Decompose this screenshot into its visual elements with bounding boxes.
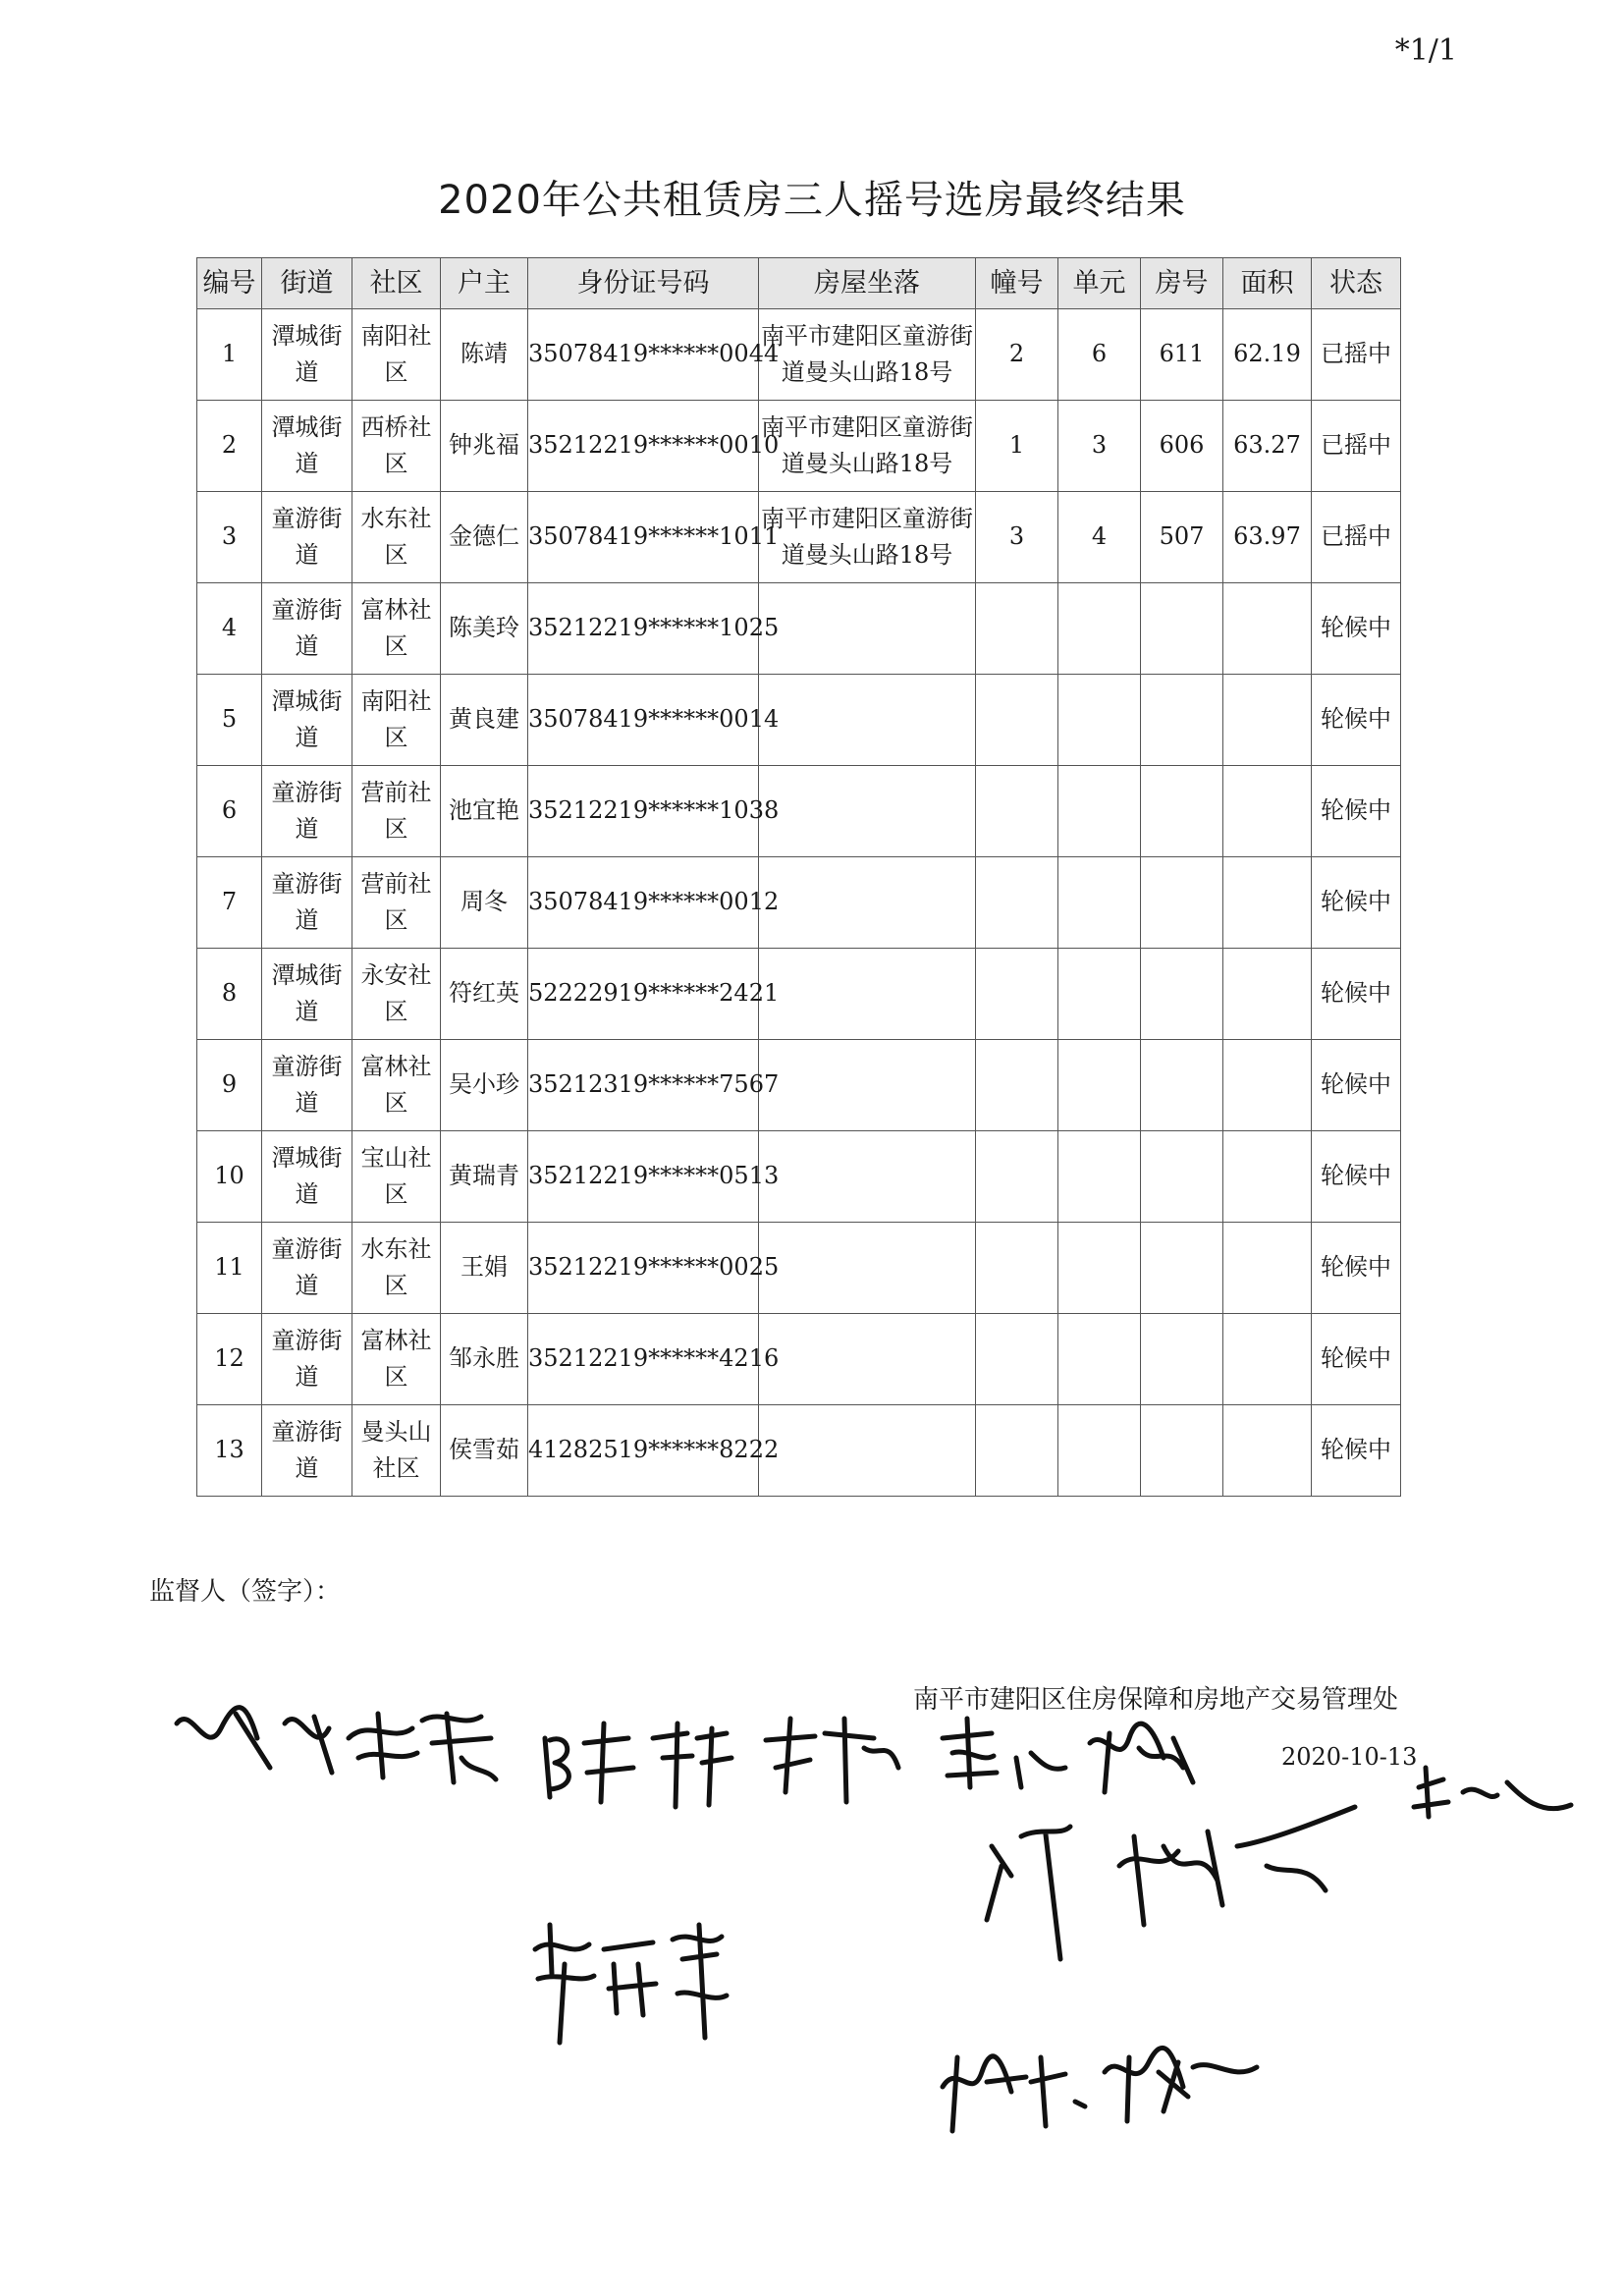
householder-cell: 符红英	[441, 949, 528, 1040]
householder-cell: 金德仁	[441, 492, 528, 583]
street-cell: 潭城街道	[262, 309, 352, 401]
header-cell: 状态	[1312, 258, 1401, 309]
street-cell: 童游街道	[262, 1223, 352, 1314]
signature-scribble	[1090, 1723, 1193, 1792]
status-cell: 已摇中	[1312, 492, 1401, 583]
supervisor-signature-label: 监督人（签字）：	[149, 1577, 342, 1607]
id-number-cell: 35212219******0513	[528, 1131, 759, 1223]
signature-scribble	[987, 1807, 1355, 1959]
header-cell: 户主	[441, 258, 528, 309]
address-cell: 南平市建阳区童游街道曼头山路18号	[759, 492, 976, 583]
householder-cell: 钟兆福	[441, 401, 528, 492]
street-cell: 童游街道	[262, 857, 352, 949]
status-cell: 轮候中	[1312, 766, 1401, 857]
number-cell: 8	[197, 949, 262, 1040]
page-number-mark: *1/1	[1394, 33, 1457, 68]
signature-scribble	[943, 1719, 1065, 1787]
householder-cell: 陈美玲	[441, 583, 528, 675]
street-cell: 潭城街道	[262, 401, 352, 492]
status-cell: 轮候中	[1312, 1040, 1401, 1131]
status-cell: 已摇中	[1312, 309, 1401, 401]
community-cell: 富林社区	[352, 1314, 441, 1405]
number-cell: 9	[197, 1040, 262, 1131]
unit-cell: 4	[1058, 492, 1141, 583]
id-number-cell: 35212319******7567	[528, 1040, 759, 1131]
number-cell: 11	[197, 1223, 262, 1314]
community-cell: 富林社区	[352, 583, 441, 675]
room-cell: 507	[1141, 492, 1223, 583]
community-cell: 营前社区	[352, 766, 441, 857]
street-cell: 童游街道	[262, 1314, 352, 1405]
header-cell: 面积	[1223, 258, 1312, 309]
householder-cell: 黄良建	[441, 675, 528, 766]
header-cell: 街道	[262, 258, 352, 309]
id-number-cell: 35212219******4216	[528, 1314, 759, 1405]
signature-scribble	[177, 1708, 496, 1782]
number-cell: 12	[197, 1314, 262, 1405]
header-cell: 幢号	[976, 258, 1058, 309]
community-cell: 营前社区	[352, 857, 441, 949]
id-number-cell: 35212219******1025	[528, 583, 759, 675]
id-number-cell: 35212219******1038	[528, 766, 759, 857]
id-number-cell: 52222919******2421	[528, 949, 759, 1040]
id-number-cell: 41282519******8222	[528, 1405, 759, 1497]
building-cell: 3	[976, 492, 1058, 583]
street-cell: 潭城街道	[262, 1131, 352, 1223]
unit-cell: 3	[1058, 401, 1141, 492]
community-cell: 西桥社区	[352, 401, 441, 492]
area-cell: 63.27	[1223, 401, 1312, 492]
street-cell: 童游街道	[262, 492, 352, 583]
status-cell: 已摇中	[1312, 401, 1401, 492]
room-cell: 606	[1141, 401, 1223, 492]
street-cell: 潭城街道	[262, 949, 352, 1040]
header-cell: 房号	[1141, 258, 1223, 309]
header-cell: 社区	[352, 258, 441, 309]
id-number-cell: 35078419******0044	[528, 309, 759, 401]
building-cell: 2	[976, 309, 1058, 401]
householder-cell: 吴小珍	[441, 1040, 528, 1131]
status-cell: 轮候中	[1312, 1223, 1401, 1314]
signature-scribble	[545, 1723, 731, 1807]
householder-cell: 黄瑞青	[441, 1131, 528, 1223]
header-cell: 房屋坐落	[759, 258, 976, 309]
id-number-cell: 35212219******0025	[528, 1223, 759, 1314]
id-number-cell: 35078419******0014	[528, 675, 759, 766]
householder-cell: 邹永胜	[441, 1314, 528, 1405]
signature-scribble	[535, 1925, 727, 2043]
street-cell: 童游街道	[262, 766, 352, 857]
street-cell: 潭城街道	[262, 675, 352, 766]
community-cell: 水东社区	[352, 492, 441, 583]
status-cell: 轮候中	[1312, 1314, 1401, 1405]
street-cell: 童游街道	[262, 583, 352, 675]
header-cell: 编号	[197, 258, 262, 309]
room-cell: 611	[1141, 309, 1223, 401]
number-cell: 7	[197, 857, 262, 949]
householder-cell: 王娟	[441, 1223, 528, 1314]
address-cell: 南平市建阳区童游街道曼头山路18号	[759, 401, 976, 492]
community-cell: 永安社区	[352, 949, 441, 1040]
unit-cell: 6	[1058, 309, 1141, 401]
id-number-cell: 35078419******1011	[528, 492, 759, 583]
community-cell: 南阳社区	[352, 675, 441, 766]
number-cell: 6	[197, 766, 262, 857]
householder-cell: 侯雪茹	[441, 1405, 528, 1497]
status-cell: 轮候中	[1312, 583, 1401, 675]
address-cell: 南平市建阳区童游街道曼头山路18号	[759, 309, 976, 401]
signature-scribble	[1414, 1768, 1571, 1817]
community-cell: 南阳社区	[352, 309, 441, 401]
street-cell: 童游街道	[262, 1040, 352, 1131]
status-cell: 轮候中	[1312, 675, 1401, 766]
id-number-cell: 35212219******0010	[528, 401, 759, 492]
number-cell: 1	[197, 309, 262, 401]
community-cell: 富林社区	[352, 1040, 441, 1131]
status-cell: 轮候中	[1312, 949, 1401, 1040]
status-cell: 轮候中	[1312, 1405, 1401, 1497]
signature-scribble	[766, 1719, 898, 1802]
number-cell: 4	[197, 583, 262, 675]
id-number-cell: 35078419******0012	[528, 857, 759, 949]
community-cell: 曼头山社区	[352, 1405, 441, 1497]
area-cell: 62.19	[1223, 309, 1312, 401]
number-cell: 5	[197, 675, 262, 766]
signature-scribble	[943, 2048, 1257, 2131]
householder-cell: 周冬	[441, 857, 528, 949]
number-cell: 3	[197, 492, 262, 583]
community-cell: 宝山社区	[352, 1131, 441, 1223]
community-cell: 水东社区	[352, 1223, 441, 1314]
householder-cell: 陈靖	[441, 309, 528, 401]
header-cell: 单元	[1058, 258, 1141, 309]
number-cell: 10	[197, 1131, 262, 1223]
issuing-organization: 南平市建阳区住房保障和房地产交易管理处	[913, 1685, 1399, 1715]
area-cell: 63.97	[1223, 492, 1312, 583]
issue-date: 2020-10-13	[1281, 1743, 1418, 1771]
document-title: 2020年公共租赁房三人摇号选房最终结果	[438, 178, 1186, 223]
building-cell: 1	[976, 401, 1058, 492]
householder-cell: 池宜艳	[441, 766, 528, 857]
number-cell: 13	[197, 1405, 262, 1497]
number-cell: 2	[197, 401, 262, 492]
status-cell: 轮候中	[1312, 1131, 1401, 1223]
street-cell: 童游街道	[262, 1405, 352, 1497]
status-cell: 轮候中	[1312, 857, 1401, 949]
header-cell: 身份证号码	[528, 258, 759, 309]
